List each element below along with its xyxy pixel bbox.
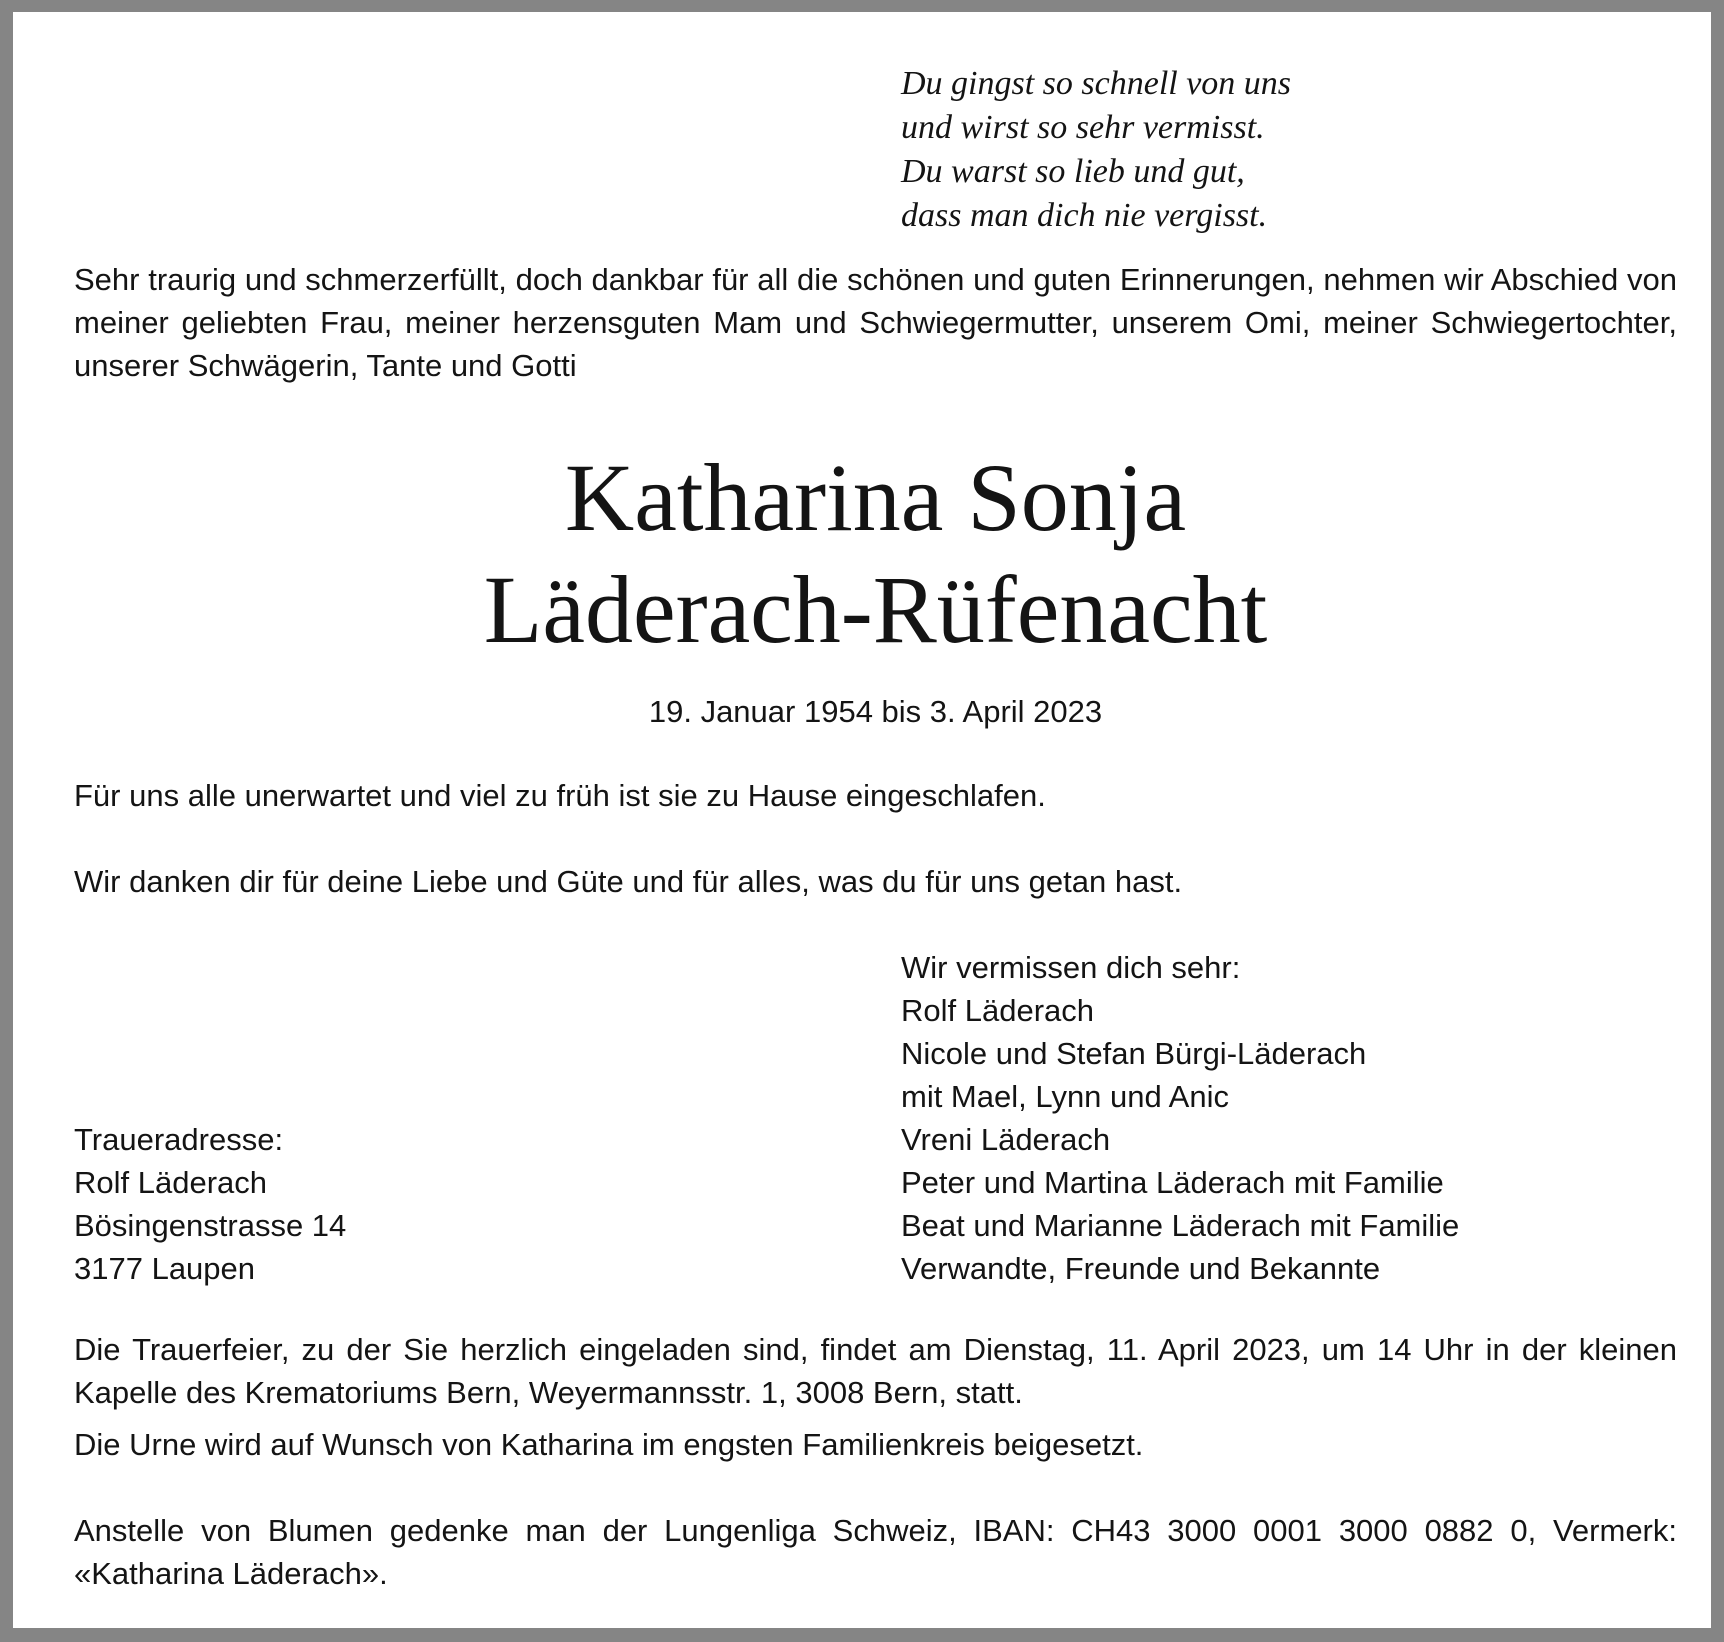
life-dates: 19. Januar 1954 bis 3. April 2023 bbox=[648, 694, 1103, 729]
deceased-name bbox=[74, 442, 1677, 666]
deceased-surname: Läderach-Rüfenacht bbox=[483, 556, 1268, 663]
mourners-heading: Wir vermissen dich sehr: bbox=[901, 950, 1241, 985]
mourner-entry: Peter und Martina Läderach mit Familie bbox=[901, 1165, 1444, 1200]
address-city: 3177 Laupen bbox=[74, 1251, 256, 1286]
mourner-entry: Nicole und Stefan Bürgi-Läderach bbox=[901, 1036, 1367, 1071]
donation-paragraph: Anstelle von Blumen gedenke man der Lungenliga Schweiz, IBAN: CH43 3000 0001 3000 0882 0, Vermerk: «Katharina Läderach». bbox=[74, 1513, 1677, 1591]
mourner-entry: Verwandte, Freunde und Bekannte bbox=[901, 1251, 1381, 1286]
mourner-entry: Rolf Läderach bbox=[901, 993, 1095, 1028]
verse-line: dass man dich nie vergisst. bbox=[901, 197, 1268, 234]
mourner-entry: mit Mael, Lynn und Anic bbox=[901, 1079, 1229, 1114]
obituary-sheet bbox=[13, 12, 1711, 1628]
address-street: Bösingenstrasse 14 bbox=[74, 1208, 347, 1243]
verse-line: Du warst so lieb und gut, bbox=[901, 153, 1245, 190]
verse-line: und wirst so sehr vermisst. bbox=[901, 109, 1265, 146]
mourner-entry: Vreni Läderach bbox=[901, 1122, 1111, 1157]
intro-paragraph: Sehr traurig und schmerzerfüllt, doch dankbar für all die schönen und guten Erinnerungen, nehmen wir Abschied von meiner geliebten Frau, meiner herzensguten Mam und Schwiegermutter, unserem Omi, meiner Schwiegertochter, unserer Schwägerin, Tante und Gotti bbox=[74, 262, 1677, 383]
deceased-first-names: Katharina Sonja bbox=[564, 444, 1187, 551]
verse-line: Du gingst so schnell von uns bbox=[901, 65, 1292, 102]
mourners-list bbox=[901, 946, 1459, 1290]
mourning-address bbox=[74, 1118, 346, 1290]
thanks-statement: Wir danken dir für deine Liebe und Güte und für alles, was du für uns getan hast. bbox=[74, 864, 1183, 899]
address-name: Rolf Läderach bbox=[74, 1165, 268, 1200]
memorial-verse bbox=[901, 62, 1291, 238]
address-heading: Traueradresse: bbox=[74, 1122, 284, 1157]
ceremony-paragraph: Die Trauerfeier, zu der Sie herzlich eingeladen sind, findet am Dienstag, 11. April 2023, um 14 Uhr in der kleinen Kapelle des Krematoriums Bern, Weyermannsstr. 1, 3008 Bern, statt. bbox=[74, 1332, 1677, 1410]
passing-statement: Für uns alle unerwartet und viel zu früh ist sie zu Hause eingeschlafen. bbox=[74, 778, 1046, 813]
urn-paragraph: Die Urne wird auf Wunsch von Katharina im engsten Familienkreis beigesetzt. bbox=[74, 1427, 1144, 1462]
mourner-entry: Beat und Marianne Läderach mit Familie bbox=[901, 1208, 1460, 1243]
